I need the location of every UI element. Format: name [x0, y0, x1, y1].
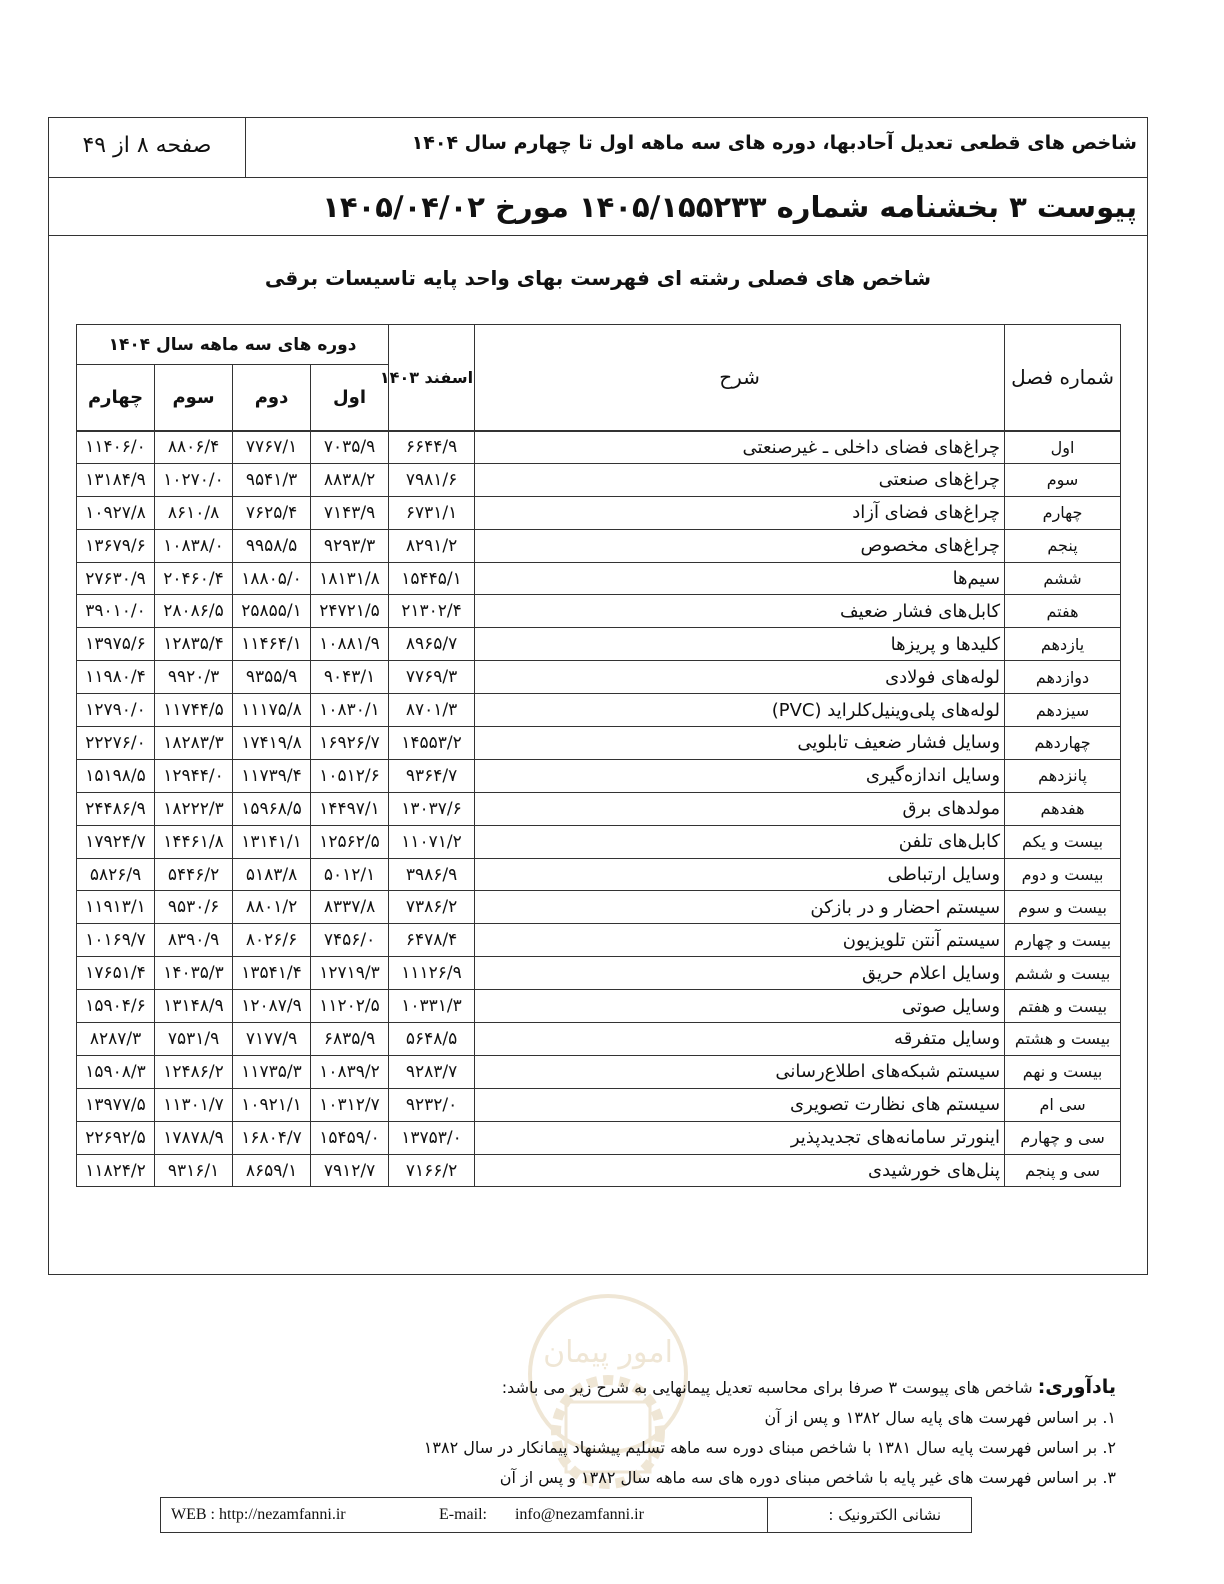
esfand-1403-cell: ۶۶۴۴/۹: [389, 431, 475, 464]
header-q4: چهارم: [77, 365, 155, 431]
chapter-number-cell: دوازدهم: [1005, 661, 1121, 694]
q4-1404-cell: ۲۷۶۳۰/۹: [77, 562, 155, 595]
q4-1404-cell: ۱۳۱۸۴/۹: [77, 463, 155, 496]
q3-1404-cell: ۹۹۲۰/۳: [155, 661, 233, 694]
q3-1404-cell: ۱۳۱۴۸/۹: [155, 990, 233, 1023]
q4-1404-cell: ۱۰۹۲۷/۸: [77, 496, 155, 529]
q1-1404-cell: ۱۰۳۱۲/۷: [311, 1088, 389, 1121]
esfand-1403-cell: ۷۷۶۹/۳: [389, 661, 475, 694]
q4-1404-cell: ۱۱۸۲۴/۲: [77, 1154, 155, 1187]
q4-1404-cell: ۱۷۶۵۱/۴: [77, 957, 155, 990]
q1-1404-cell: ۶۸۳۵/۹: [311, 1023, 389, 1056]
q4-1404-cell: ۱۷۹۲۴/۷: [77, 825, 155, 858]
q2-1404-cell: ۱۱۴۶۴/۱: [233, 628, 311, 661]
esfand-1403-cell: ۹۳۶۴/۷: [389, 759, 475, 792]
description-cell: سیستم شبکه‌های اطلاع‌رسانی: [475, 1055, 1005, 1088]
description-cell: مولدهای برق: [475, 792, 1005, 825]
esfand-1403-cell: ۸۷۰۱/۳: [389, 694, 475, 727]
q4-1404-cell: ۱۵۹۰۴/۶: [77, 990, 155, 1023]
q2-1404-cell: ۵۱۸۳/۸: [233, 858, 311, 891]
q2-1404-cell: ۱۶۸۰۴/۷: [233, 1121, 311, 1154]
notes-section: [216, 1372, 1116, 1493]
description-cell: کابل‌های فشار ضعیف: [475, 595, 1005, 628]
chapter-number-cell: بیست و ششم: [1005, 957, 1121, 990]
table-row: [77, 990, 1121, 1023]
q2-1404-cell: ۱۵۹۶۸/۵: [233, 792, 311, 825]
description-cell: وسایل ارتباطی: [475, 858, 1005, 891]
notes-item-1: ۱. بر اساس فهرست های پایه سال ۱۳۸۲ و پس از آن: [764, 1408, 1116, 1427]
q2-1404-cell: ۷۱۷۷/۹: [233, 1023, 311, 1056]
description-cell: چراغ‌های مخصوص: [475, 529, 1005, 562]
description-cell: لوله‌های پلی‌وینیل‌کلراید (PVC): [475, 694, 1005, 727]
q2-1404-cell: ۱۷۴۱۹/۸: [233, 727, 311, 760]
esfand-1403-cell: ۱۰۳۳۱/۳: [389, 990, 475, 1023]
header-q1: اول: [311, 365, 389, 431]
q4-1404-cell: ۱۵۹۰۸/۳: [77, 1055, 155, 1088]
q1-1404-cell: ۱۰۵۱۲/۶: [311, 759, 389, 792]
chapter-number-cell: سی و چهارم: [1005, 1121, 1121, 1154]
q1-1404-cell: ۹۲۹۳/۳: [311, 529, 389, 562]
q3-1404-cell: ۲۸۰۸۶/۵: [155, 595, 233, 628]
q4-1404-cell: ۳۹۰۱۰/۰: [77, 595, 155, 628]
q3-1404-cell: ۱۲۹۴۴/۰: [155, 759, 233, 792]
description-cell: وسایل اعلام حریق: [475, 957, 1005, 990]
q3-1404-cell: ۸۸۰۶/۴: [155, 431, 233, 464]
esfand-1403-cell: ۱۳۷۵۳/۰: [389, 1121, 475, 1154]
q3-1404-cell: ۵۴۴۶/۲: [155, 858, 233, 891]
chapter-number-cell: بیست و یکم: [1005, 825, 1121, 858]
q1-1404-cell: ۵۰۱۲/۱: [311, 858, 389, 891]
esfand-1403-cell: ۱۴۵۵۳/۲: [389, 727, 475, 760]
q3-1404-cell: ۱۸۲۸۳/۳: [155, 727, 233, 760]
header-q2: دوم: [233, 365, 311, 431]
q3-1404-cell: ۷۵۳۱/۹: [155, 1023, 233, 1056]
table-row: [77, 1088, 1121, 1121]
q1-1404-cell: ۷۹۱۲/۷: [311, 1154, 389, 1187]
chapter-number-cell: پانزدهم: [1005, 759, 1121, 792]
chapter-number-cell: یازدهم: [1005, 628, 1121, 661]
q1-1404-cell: ۱۰۸۳۰/۱: [311, 694, 389, 727]
description-cell: سیستم آنتن تلویزیون: [475, 924, 1005, 957]
table-row: [77, 891, 1121, 924]
q4-1404-cell: ۱۱۹۸۰/۴: [77, 661, 155, 694]
chapter-number-cell: سیزدهم: [1005, 694, 1121, 727]
table-row: [77, 661, 1121, 694]
description-cell: کابل‌های تلفن: [475, 825, 1005, 858]
table-row: [77, 1055, 1121, 1088]
description-cell: وسایل اندازه‌گیری: [475, 759, 1005, 792]
annex-row: [49, 178, 1147, 236]
q1-1404-cell: ۱۰۸۳۹/۲: [311, 1055, 389, 1088]
esfand-1403-cell: ۷۱۶۶/۲: [389, 1154, 475, 1187]
footer-label: نشانی الکترونیک :: [767, 1498, 971, 1532]
q2-1404-cell: ۸۸۰۱/۲: [233, 891, 311, 924]
table-row: [77, 957, 1121, 990]
q4-1404-cell: ۱۱۹۱۳/۱: [77, 891, 155, 924]
table-row: [77, 463, 1121, 496]
q3-1404-cell: ۱۸۲۲۲/۳: [155, 792, 233, 825]
esfand-1403-cell: ۹۲۳۲/۰: [389, 1088, 475, 1121]
q3-1404-cell: ۱۰۲۷۰/۰: [155, 463, 233, 496]
chapter-number-cell: چهارم: [1005, 496, 1121, 529]
q3-1404-cell: ۱۱۷۴۴/۵: [155, 694, 233, 727]
q1-1404-cell: ۱۸۱۳۱/۸: [311, 562, 389, 595]
esfand-1403-cell: ۸۲۹۱/۲: [389, 529, 475, 562]
table-row: [77, 825, 1121, 858]
q1-1404-cell: ۱۱۲۰۲/۵: [311, 990, 389, 1023]
table-row: [77, 924, 1121, 957]
chapter-number-cell: بیست و چهارم: [1005, 924, 1121, 957]
esfand-1403-cell: ۶۴۷۸/۴: [389, 924, 475, 957]
q4-1404-cell: ۵۸۲۶/۹: [77, 858, 155, 891]
description-cell: سیستم احضار و در بازکن: [475, 891, 1005, 924]
esfand-1403-cell: ۵۶۴۸/۵: [389, 1023, 475, 1056]
table-row: [77, 595, 1121, 628]
esfand-1403-cell: ۷۳۸۶/۲: [389, 891, 475, 924]
q1-1404-cell: ۱۲۷۱۹/۳: [311, 957, 389, 990]
table-row: [77, 1023, 1121, 1056]
chapter-number-cell: بیست و نهم: [1005, 1055, 1121, 1088]
q2-1404-cell: ۷۶۲۵/۴: [233, 496, 311, 529]
table-row: [77, 727, 1121, 760]
table-row: [77, 792, 1121, 825]
esfand-1403-cell: ۱۱۰۷۱/۲: [389, 825, 475, 858]
chapter-number-cell: پنجم: [1005, 529, 1121, 562]
q3-1404-cell: ۱۲۸۳۵/۴: [155, 628, 233, 661]
footer-email: [439, 1498, 644, 1532]
footer-email-label: E-mail:: [439, 1506, 487, 1523]
watermark-text: امور پیمان: [543, 1335, 673, 1370]
q1-1404-cell: ۸۸۳۸/۲: [311, 463, 389, 496]
esfand-1403-cell: ۱۵۴۴۵/۱: [389, 562, 475, 595]
q1-1404-cell: ۱۲۵۶۲/۵: [311, 825, 389, 858]
index-table: [76, 324, 1121, 1187]
q4-1404-cell: ۱۳۹۷۵/۶: [77, 628, 155, 661]
q1-1404-cell: ۷۴۵۶/۰: [311, 924, 389, 957]
table-row: [77, 1154, 1121, 1187]
q4-1404-cell: ۱۵۱۹۸/۵: [77, 759, 155, 792]
table-row: [77, 1121, 1121, 1154]
table-row: [77, 759, 1121, 792]
chapter-number-cell: ششم: [1005, 562, 1121, 595]
header-q3: سوم: [155, 365, 233, 431]
q2-1404-cell: ۸۶۵۹/۱: [233, 1154, 311, 1187]
q3-1404-cell: ۱۴۴۶۱/۸: [155, 825, 233, 858]
header-esfand: اسفند ۱۴۰۳: [389, 325, 475, 431]
q3-1404-cell: ۱۲۴۸۶/۲: [155, 1055, 233, 1088]
q1-1404-cell: ۱۴۴۹۷/۱: [311, 792, 389, 825]
chapter-number-cell: سوم: [1005, 463, 1121, 496]
q4-1404-cell: ۸۲۸۷/۳: [77, 1023, 155, 1056]
q1-1404-cell: ۱۰۸۸۱/۹: [311, 628, 389, 661]
table-body: [77, 431, 1121, 1187]
q4-1404-cell: ۱۲۷۹۰/۰: [77, 694, 155, 727]
description-cell: کلیدها و پریزها: [475, 628, 1005, 661]
annex-title: پیوست ۳ بخشنامه شماره ۱۴۰۵/۱۵۵۲۳۳ مورخ ۱۴۰۵/۰۴/۰۲: [322, 190, 1137, 224]
chapter-number-cell: سی ام: [1005, 1088, 1121, 1121]
notes-lead-bold: یادآوری:: [1037, 1376, 1116, 1398]
q2-1404-cell: ۱۲۰۸۷/۹: [233, 990, 311, 1023]
chapter-number-cell: بیست و هشتم: [1005, 1023, 1121, 1056]
q3-1404-cell: ۲۰۴۶۰/۴: [155, 562, 233, 595]
q3-1404-cell: ۱۰۸۳۸/۰: [155, 529, 233, 562]
esfand-1403-cell: ۳۹۸۶/۹: [389, 858, 475, 891]
chapter-number-cell: بیست و دوم: [1005, 858, 1121, 891]
table-row: [77, 858, 1121, 891]
esfand-1403-cell: ۱۱۱۲۶/۹: [389, 957, 475, 990]
q2-1404-cell: ۲۵۸۵۵/۱: [233, 595, 311, 628]
notes-lead-text: شاخص های پیوست ۳ صرفا برای محاسبه تعدیل پیمانهایی به شرح زیر می باشد:: [501, 1378, 1033, 1397]
q1-1404-cell: ۷۱۴۳/۹: [311, 496, 389, 529]
table-row: [77, 431, 1121, 464]
q2-1404-cell: ۱۱۷۳۹/۴: [233, 759, 311, 792]
chapter-number-cell: بیست و هفتم: [1005, 990, 1121, 1023]
q2-1404-cell: ۱۰۹۲۱/۱: [233, 1088, 311, 1121]
esfand-1403-cell: ۲۱۳۰۲/۴: [389, 595, 475, 628]
q1-1404-cell: ۷۰۳۵/۹: [311, 431, 389, 464]
notes-lead: [216, 1372, 1116, 1403]
table-title: شاخص های فصلی رشته ای فهرست بهای واحد پایه تاسیسات برقی: [264, 266, 932, 290]
notes-item-2: ۲. بر اساس فهرست پایه سال ۱۳۸۱ با شاخص مبنای دوره سه ماهه تسلیم پیشنهاد پیمانکار در سال ۱۳۸۲: [423, 1438, 1116, 1457]
description-cell: چراغ‌های فضای آزاد: [475, 496, 1005, 529]
table-row: [77, 529, 1121, 562]
description-cell: چراغ‌های فضای داخلی ـ غیرصنعتی: [475, 431, 1005, 464]
q3-1404-cell: ۱۷۸۷۸/۹: [155, 1121, 233, 1154]
chapter-number-cell: هفتم: [1005, 595, 1121, 628]
header-chapter-number: شماره فصل: [1005, 325, 1121, 431]
q3-1404-cell: ۸۳۹۰/۹: [155, 924, 233, 957]
table-row: [77, 694, 1121, 727]
esfand-1403-cell: ۸۹۶۵/۷: [389, 628, 475, 661]
description-cell: لوله‌های فولادی: [475, 661, 1005, 694]
q4-1404-cell: ۱۱۴۰۶/۰: [77, 431, 155, 464]
esfand-1403-cell: ۹۲۸۳/۷: [389, 1055, 475, 1088]
q4-1404-cell: ۱۳۶۷۹/۶: [77, 529, 155, 562]
q2-1404-cell: ۱۱۱۷۵/۸: [233, 694, 311, 727]
header-row: [49, 118, 1147, 178]
footer-web-link[interactable]: WEB : http://nezamfanni.ir: [171, 1506, 346, 1523]
q2-1404-cell: ۹۳۵۵/۹: [233, 661, 311, 694]
description-cell: پنل‌های خورشیدی: [475, 1154, 1005, 1187]
description-cell: سیستم های نظارت تصویری: [475, 1088, 1005, 1121]
q3-1404-cell: ۹۳۱۶/۱: [155, 1154, 233, 1187]
esfand-1403-cell: ۶۷۳۱/۱: [389, 496, 475, 529]
q1-1404-cell: ۸۳۳۷/۸: [311, 891, 389, 924]
chapter-number-cell: بیست و سوم: [1005, 891, 1121, 924]
header-quarters-group: دوره های سه ماهه سال ۱۴۰۴: [77, 325, 389, 365]
q2-1404-cell: ۹۵۴۱/۳: [233, 463, 311, 496]
description-cell: چراغ‌های صنعتی: [475, 463, 1005, 496]
table-row: [77, 628, 1121, 661]
q4-1404-cell: ۲۲۶۹۲/۵: [77, 1121, 155, 1154]
q2-1404-cell: ۷۷۶۷/۱: [233, 431, 311, 464]
q2-1404-cell: ۱۱۷۳۵/۳: [233, 1055, 311, 1088]
q2-1404-cell: ۱۸۸۰۵/۰: [233, 562, 311, 595]
description-cell: وسایل صوتی: [475, 990, 1005, 1023]
q4-1404-cell: ۱۳۹۷۷/۵: [77, 1088, 155, 1121]
q3-1404-cell: ۹۵۳۰/۶: [155, 891, 233, 924]
document-title: شاخص های قطعی تعدیل آحادبها، دوره های سه ماهه اول تا چهارم سال ۱۴۰۴: [411, 132, 1137, 154]
q2-1404-cell: ۹۹۵۸/۵: [233, 529, 311, 562]
description-cell: وسایل متفرقه: [475, 1023, 1005, 1056]
chapter-number-cell: سی و پنجم: [1005, 1154, 1121, 1187]
q1-1404-cell: ۲۴۷۲۱/۵: [311, 595, 389, 628]
chapter-number-cell: چهاردهم: [1005, 727, 1121, 760]
q3-1404-cell: ۱۴۰۳۵/۳: [155, 957, 233, 990]
q2-1404-cell: ۸۰۲۶/۶: [233, 924, 311, 957]
q4-1404-cell: ۲۴۴۸۶/۹: [77, 792, 155, 825]
q1-1404-cell: ۱۶۹۲۶/۷: [311, 727, 389, 760]
q3-1404-cell: ۸۶۱۰/۸: [155, 496, 233, 529]
notes-item-3: ۳. بر اساس فهرست های غیر پایه با شاخص مبنای دوره های سه ماهه سال ۱۳۸۲ و پس از آن: [499, 1468, 1116, 1487]
footer-email-link[interactable]: info@nezamfanni.ir: [514, 1506, 644, 1523]
esfand-1403-cell: ۱۳۰۳۷/۶: [389, 792, 475, 825]
q2-1404-cell: ۱۳۱۴۱/۱: [233, 825, 311, 858]
footer: [160, 1497, 972, 1533]
q4-1404-cell: ۲۲۲۷۶/۰: [77, 727, 155, 760]
table-row: [77, 496, 1121, 529]
page-number: صفحه ۸ از ۴۹: [49, 118, 246, 178]
chapter-number-cell: هفدهم: [1005, 792, 1121, 825]
table-row: [77, 562, 1121, 595]
header-description: شرح: [475, 325, 1005, 431]
chapter-number-cell: اول: [1005, 431, 1121, 464]
description-cell: اینورتر سامانه‌های تجدیدپذیر: [475, 1121, 1005, 1154]
q2-1404-cell: ۱۳۵۴۱/۴: [233, 957, 311, 990]
q3-1404-cell: ۱۱۳۰۱/۷: [155, 1088, 233, 1121]
description-cell: وسایل فشار ضعیف تابلویی: [475, 727, 1005, 760]
q1-1404-cell: ۹۰۴۳/۱: [311, 661, 389, 694]
q4-1404-cell: ۱۰۱۶۹/۷: [77, 924, 155, 957]
esfand-1403-cell: ۷۹۸۱/۶: [389, 463, 475, 496]
description-cell: سیم‌ها: [475, 562, 1005, 595]
q1-1404-cell: ۱۵۴۵۹/۰: [311, 1121, 389, 1154]
